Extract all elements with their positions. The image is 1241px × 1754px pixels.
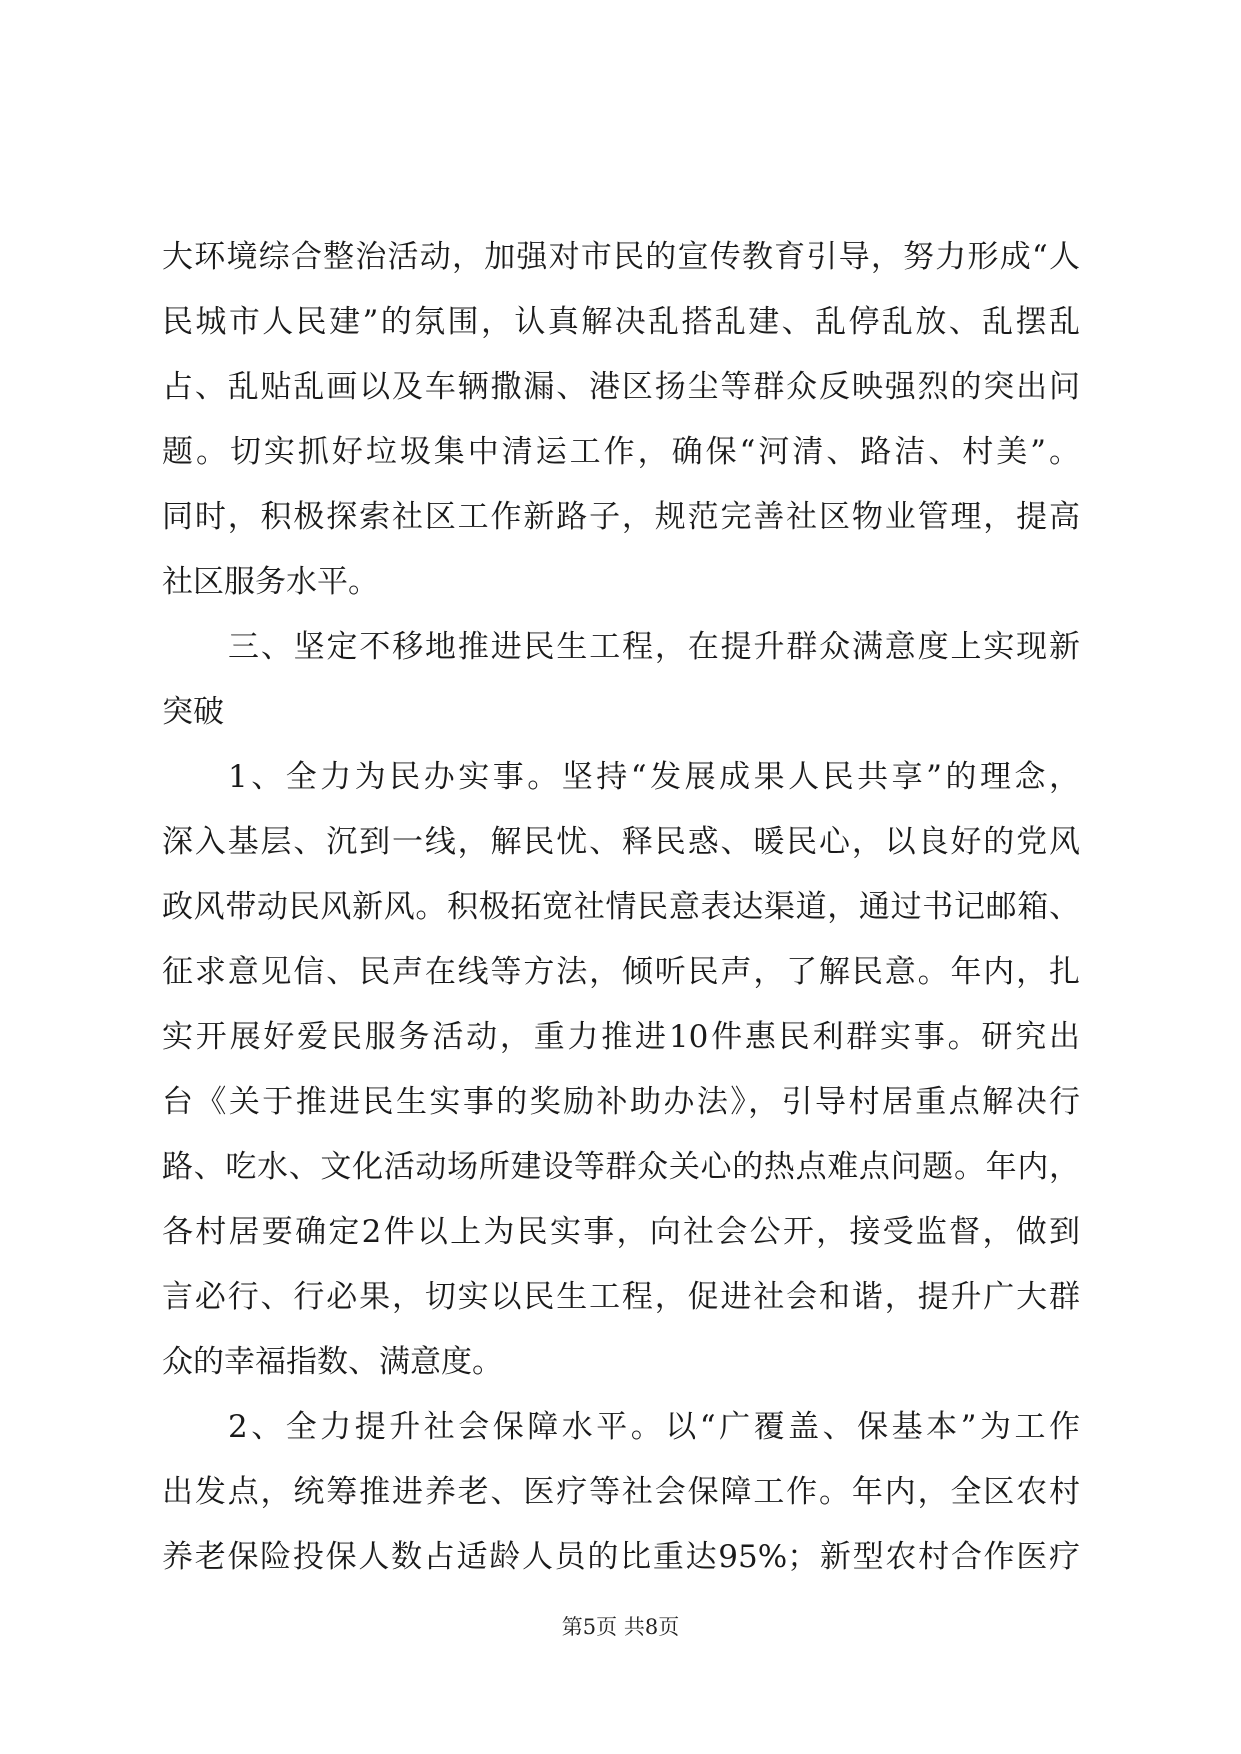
text-line: 养老保险投保人数占适龄人员的比重达95%；新型农村合作医疗 xyxy=(162,1539,1080,1575)
text-line: 出发点，统筹推进养老、医疗等社会保障工作。年内，全区农村 xyxy=(162,1474,1080,1510)
text-line: 政风带动民风新风。积极拓宽社情民意表达渠道，通过书记邮箱、 xyxy=(162,889,1080,925)
body-text xyxy=(162,225,1080,1590)
text-line: 各村居要确定2件以上为民实事，向社会公开，接受监督，做到 xyxy=(162,1214,1080,1250)
text-line: 深入基层、沉到一线，解民忧、释民惑、暖民心，以良好的党风 xyxy=(162,824,1080,860)
text-line: 台《关于推进民生实事的奖励补助办法》，引导村居重点解决行 xyxy=(162,1084,1080,1120)
text-line: 题。切实抓好垃圾集中清运工作，确保“河清、路洁、村美”。 xyxy=(162,434,1080,470)
text-line: 征求意见信、民声在线等方法，倾听民声，了解民意。年内，扎 xyxy=(162,954,1080,990)
text-line: 占、乱贴乱画以及车辆撒漏、港区扬尘等群众反映强烈的突出问 xyxy=(162,369,1080,405)
text-line: 社区服务水平。 xyxy=(162,564,379,600)
text-line: 同时，积极探索社区工作新路子，规范完善社区物业管理，提高 xyxy=(162,499,1080,535)
page-number: 第5页 共8页 xyxy=(561,1615,680,1639)
text-line: 众的幸福指数、满意度。 xyxy=(162,1344,503,1380)
section-heading-line: 三、坚定不移地推进民生工程，在提升群众满意度上实现新 xyxy=(228,629,1080,665)
text-line: 2、全力提升社会保障水平。以“广覆盖、保基本”为工作 xyxy=(228,1409,1080,1445)
text-line: 大环境综合整治活动，加强对市民的宣传教育引导，努力形成“人 xyxy=(162,239,1080,275)
text-line: 路、吃水、文化活动场所建设等群众关心的热点难点问题。年内， xyxy=(162,1149,1080,1185)
text-line: 1、全力为民办实事。坚持“发展成果人民共享”的理念， xyxy=(228,759,1080,795)
text-line: 民城市人民建”的氛围，认真解决乱搭乱建、乱停乱放、乱摆乱 xyxy=(162,304,1080,340)
section-heading-line: 突破 xyxy=(162,694,224,730)
text-line: 实开展好爱民服务活动，重力推进10件惠民利群实事。研究出 xyxy=(162,1019,1080,1055)
text-line: 言必行、行必果，切实以民生工程，促进社会和谐，提升广大群 xyxy=(162,1279,1080,1315)
